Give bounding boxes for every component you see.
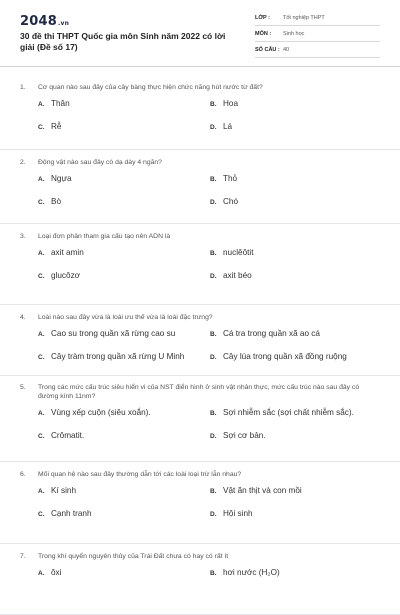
question-text: Trong các mức cấu trúc siêu hiển vi của NST điển hình ở sinh vật nhân thực, mức cấu trúc nào sau đây có đường kính 11nm?	[38, 384, 360, 400]
option-c[interactable]	[38, 264, 210, 287]
option-b[interactable]	[210, 92, 382, 115]
question-3	[0, 224, 400, 305]
option-d[interactable]	[210, 264, 382, 287]
option-text: Lá	[223, 122, 233, 131]
question-number: 5.	[20, 384, 26, 391]
option-letter: A.	[38, 410, 45, 417]
meta-row-subject	[255, 26, 380, 42]
meta-table	[255, 10, 380, 58]
option-letter: D.	[210, 124, 217, 131]
option-text: Vật ăn thịt và con mồi	[223, 486, 302, 495]
meta-label: LỚP :	[255, 14, 270, 21]
option-a[interactable]	[38, 561, 210, 584]
option-d[interactable]	[210, 115, 382, 138]
option-text: Cá tra trong quần xã ao cá	[223, 329, 320, 338]
question-5	[0, 376, 400, 462]
question-list	[0, 75, 400, 615]
meta-value: Tốt nghiệp THPT	[283, 14, 325, 21]
option-text: hơi nước (H₂O)	[223, 568, 280, 577]
option-letter: B.	[210, 250, 217, 257]
question-number: 2.	[20, 159, 26, 166]
option-b[interactable]	[210, 401, 382, 424]
option-b[interactable]	[210, 561, 382, 584]
meta-row-class	[255, 10, 380, 26]
option-c[interactable]	[38, 190, 210, 213]
option-text: axit amin	[51, 248, 84, 257]
option-letter: D.	[210, 354, 217, 361]
option-letter: D.	[210, 433, 217, 440]
question-text: Cơ quan nào sau đây của cây bàng thực hiện chức năng hút nước từ đất?	[38, 84, 263, 91]
option-text: Sợi nhiễm sắc (sợi chất nhiễm sắc).	[223, 408, 354, 417]
option-a[interactable]	[38, 241, 210, 264]
meta-value: 40	[283, 46, 290, 53]
meta-label: MÔN :	[255, 30, 272, 37]
option-letter: B.	[210, 331, 217, 338]
question-number: 6.	[20, 471, 26, 478]
question-text: Loại đơn phân tham gia cấu tạo nên ADN là	[38, 233, 171, 240]
option-d[interactable]	[210, 424, 382, 447]
option-b[interactable]	[210, 167, 382, 190]
option-letter: C.	[38, 199, 45, 206]
option-text: Sợi cơ bản.	[223, 431, 266, 440]
option-letter: B.	[210, 488, 217, 495]
option-text: glucôzơ	[51, 271, 81, 280]
question-number: 1.	[20, 84, 26, 91]
option-letter: C.	[38, 273, 45, 280]
option-text: Chó	[223, 197, 239, 206]
question-4	[0, 305, 400, 376]
option-b[interactable]	[210, 241, 382, 264]
option-letter: D.	[210, 511, 217, 518]
question-7	[0, 544, 400, 615]
option-text: Hội sinh	[223, 509, 253, 518]
option-text: ôxi	[51, 568, 62, 577]
option-text: Cây tràm trong quần xã rừng U Minh	[51, 352, 185, 361]
question-number: 7.	[20, 553, 26, 560]
option-c[interactable]	[38, 345, 210, 368]
question-text: Loài nào sau đây vừa là loài ưu thế vừa là loài đặc trưng?	[38, 314, 213, 321]
option-d[interactable]	[210, 345, 382, 368]
option-text: Cạnh tranh	[51, 509, 92, 518]
question-text: Trong khí quyển nguyên thủy của Trái Đất chưa có hay có rất ít	[38, 553, 229, 560]
question-number: 3.	[20, 233, 26, 240]
option-c[interactable]	[38, 502, 210, 525]
option-letter: A.	[38, 101, 45, 108]
option-d[interactable]	[210, 502, 382, 525]
question-1	[0, 75, 400, 150]
option-letter: D.	[210, 199, 217, 206]
question-number: 4.	[20, 314, 26, 321]
option-letter: C.	[38, 354, 45, 361]
option-letter: C.	[38, 124, 45, 131]
option-letter: D.	[210, 273, 217, 280]
option-text: Kí sinh	[51, 486, 77, 495]
option-text: nuclêôtit	[223, 248, 254, 257]
logo-sub: .vn	[57, 20, 70, 27]
header-divider	[0, 66, 400, 67]
option-text: Crômatit.	[51, 431, 85, 440]
question-2	[0, 150, 400, 224]
option-text: Hoa	[223, 99, 239, 108]
option-text: Bò	[51, 197, 62, 206]
meta-row-count	[255, 42, 380, 58]
option-a[interactable]	[38, 401, 210, 424]
option-b[interactable]	[210, 322, 382, 345]
option-letter: A.	[38, 250, 45, 257]
option-a[interactable]	[38, 92, 210, 115]
option-a[interactable]	[38, 167, 210, 190]
option-letter: B.	[210, 176, 217, 183]
meta-label: SỐ CÂU :	[255, 46, 280, 53]
header	[0, 0, 400, 70]
option-letter: A.	[38, 176, 45, 183]
meta-value: Sinh học	[283, 30, 305, 37]
logo-main: 2048	[20, 14, 57, 29]
option-text: Thỏ	[223, 174, 238, 183]
option-d[interactable]	[210, 190, 382, 213]
document-title: 30 đề thi THPT Quốc gia môn Sinh năm 2022 có lời giải (Đề số 17)	[20, 31, 226, 52]
option-text: Ngựa	[51, 174, 72, 183]
option-text: Rễ	[51, 122, 62, 131]
option-letter: C.	[38, 511, 45, 518]
question-6	[0, 462, 400, 544]
option-b[interactable]	[210, 479, 382, 502]
option-a[interactable]	[38, 322, 210, 345]
option-text: axit béo	[223, 271, 252, 280]
option-letter: B.	[210, 570, 217, 577]
option-text: Thân	[51, 99, 70, 108]
option-letter: A.	[38, 570, 45, 577]
option-letter: B.	[210, 410, 217, 417]
option-text: Cao su trong quần xã rừng cao su	[51, 329, 176, 338]
option-c[interactable]	[38, 424, 210, 447]
option-letter: C.	[38, 433, 45, 440]
option-a[interactable]	[38, 479, 210, 502]
option-letter: A.	[38, 488, 45, 495]
question-text: Động vật nào sau đây có dạ dày 4 ngăn?	[38, 159, 162, 166]
site-logo[interactable]	[20, 14, 69, 29]
option-letter: A.	[38, 331, 45, 338]
option-text: Cây lúa trong quần xã đồng ruộng	[223, 352, 347, 361]
option-c[interactable]	[38, 115, 210, 138]
option-text: Vùng xếp cuộn (siêu xoắn).	[51, 408, 151, 417]
question-text: Mối quan hệ nào sau đây thường dẫn tới các loài loại trừ lẫn nhau?	[38, 471, 242, 478]
option-letter: B.	[210, 101, 217, 108]
